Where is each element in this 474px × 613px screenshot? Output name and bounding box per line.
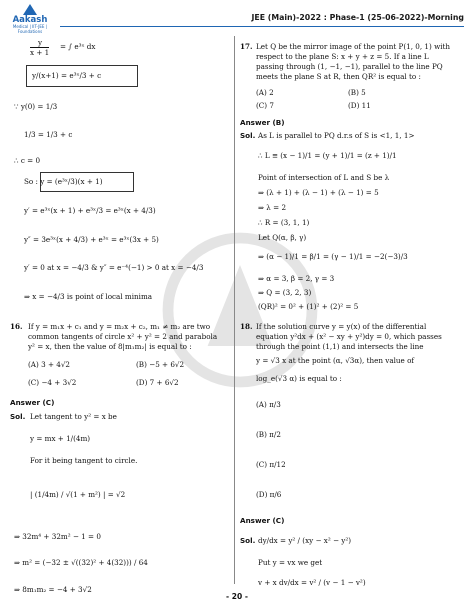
solution-line: v + x dv/dx = v² / (v − 1 − v²) <box>258 578 366 587</box>
frac-numerator: y <box>38 38 43 47</box>
solution-line: ∴ L ≡ (x − 1)/1 = (y + 1)/1 = (z + 1)/1 <box>258 151 397 160</box>
option-a: (A) π/3 <box>256 400 281 409</box>
solution-line: ⇒ m² = (−32 ± √((32)² + 4(32))) / 64 <box>14 558 148 567</box>
option-d: (D) 7 + 6√2 <box>136 378 179 387</box>
answer-label: Answer (B) <box>240 118 285 127</box>
option-d: (D) 11 <box>348 101 371 110</box>
solution-line: ⇒ Q = (3, 2, 3) <box>258 288 312 297</box>
question-text: y² = x, then the value of 8|m₁m₂| is equal to : <box>28 342 192 351</box>
solution-line: As L is parallel to PQ d.r.s of S is <1, 1, 1> <box>258 131 415 140</box>
question-text: common tangents of circle x² + y² = 2 and parabola <box>28 332 218 341</box>
option-c: (C) −4 + 3√2 <box>28 378 77 387</box>
question-text: Let Q be the mirror image of the point P(1, 0, 1) with <box>256 42 451 51</box>
solution-line: ∴ R = (3, 1, 1) <box>258 218 310 227</box>
solution-line: ∴ c = 0 <box>14 156 41 165</box>
solution-line: Point of intersection of L and S be λ <box>258 173 390 182</box>
solution-line: Let tangent to y² = x be <box>30 412 117 421</box>
integral-expr: = ∫ e³ˣ dx <box>60 42 96 51</box>
option-d: (D) π/6 <box>256 490 282 499</box>
solution-line: ⇒ 32m⁴ + 32m² − 1 = 0 <box>14 532 101 541</box>
solution-line: For it being tangent to circle. <box>30 456 138 465</box>
solution-line: ⇒ (α − 1)/1 = β/1 = (γ − 1)/1 = −2(−3)/3 <box>258 252 408 261</box>
option-a: (A) 2 <box>256 88 274 97</box>
solution-line: Let Q(α, β, γ) <box>258 233 307 242</box>
solution-line: dy/dx = y² / (xy − x² − y²) <box>258 536 352 545</box>
solution-line: ∵ y(0) = 1/3 <box>14 102 58 111</box>
solution-line: 1/3 = 1/3 + c <box>24 130 73 139</box>
frac-denominator: x + 1 <box>30 48 50 57</box>
logo-text: Aakash <box>12 15 48 25</box>
option-c: (C) π/12 <box>256 460 286 469</box>
solution-line: y″ = 3e³ˣ(x + 4/3) + e³ˣ = e³ˣ(3x + 5) <box>24 235 159 244</box>
sol-label: Sol. <box>240 131 256 140</box>
page-number: - 20 - <box>226 592 248 601</box>
question-text: respect to the plane S: x + y + z = 5. If a line L <box>256 52 429 61</box>
answer-label: Answer (C) <box>240 516 285 525</box>
question-text: meets the plane S at R, then QR² is equal to : <box>256 72 421 81</box>
option-b: (B) −5 + 6√2 <box>136 360 185 369</box>
header-rule <box>60 26 464 27</box>
logo-triangle-icon <box>23 4 37 15</box>
question-text: If the solution curve y = y(x) of the differential <box>256 322 427 331</box>
solution-line: y′ = e³ˣ(x + 1) + e³ˣ/3 = e³ˣ(x + 4/3) <box>24 206 156 215</box>
option-a: (A) 3 + 4√2 <box>28 360 70 369</box>
aakash-logo <box>10 4 50 34</box>
solution-line: Put y = vx we get <box>258 558 323 567</box>
question-number: 16. <box>10 322 23 331</box>
solution-line: ⇒ (λ + 1) + (λ − 1) + (λ − 1) = 5 <box>258 188 379 197</box>
answer-label: Answer (C) <box>10 398 55 407</box>
sol-label: Sol. <box>10 412 26 421</box>
solution-line: ⇒ x = −4/3 is point of local minima <box>24 292 153 301</box>
question-text: passing through (1, −1, −1), parallel to the line PQ <box>256 62 443 71</box>
exam-title: JEE (Main)-2022 : Phase-1 (25-06-2022)-Morning <box>251 13 464 22</box>
page-header <box>0 0 474 37</box>
solution-line: ⇒ λ = 2 <box>258 203 287 212</box>
column-divider <box>234 36 235 584</box>
boxed-equation-text: y/(x+1) = e³ˣ/3 + c <box>32 71 102 80</box>
solution-line: y′ = 0 at x = −4/3 & y″ = e⁻⁴(−1) > 0 at x = −4/3 <box>24 263 204 272</box>
question-text: through the point (1,1) and intersects the line <box>256 342 424 351</box>
option-c: (C) 7 <box>256 101 274 110</box>
option-b: (B) π/2 <box>256 430 281 439</box>
logo-subtext: Medical | IIT-JEE | Foundations <box>12 24 48 34</box>
solution-line: (QR)² = 0² + (1)² + (2)² = 5 <box>258 302 359 311</box>
solution-line: | (1/4m) / √(1 + m²) | = √2 <box>30 490 126 499</box>
solution-line: ⇒ 8m₁m₂ = −4 + 3√2 <box>14 585 92 594</box>
sol-label: Sol. <box>240 536 256 545</box>
question-text: If y = m₁x + c₁ and y = m₂x + c₂, m₁ ≠ m₂ are two <box>28 322 211 331</box>
solution-line: ⇒ α = 3, β = 2, γ = 3 <box>258 274 335 283</box>
question-text: log_e(√3 α) is equal to : <box>256 374 342 383</box>
question-text: equation y²dx + (x² − xy + y²)dy = 0, which passes <box>256 332 442 341</box>
solution-line: So : y = (e³ˣ/3)(x + 1) <box>24 177 103 186</box>
question-text: y = √3 x at the point (α, √3α), then value of <box>256 356 415 365</box>
option-b: (B) 5 <box>348 88 366 97</box>
question-number: 18. <box>240 322 253 331</box>
solution-line: y = mx + 1/(4m) <box>30 434 91 443</box>
question-number: 17. <box>240 42 253 51</box>
